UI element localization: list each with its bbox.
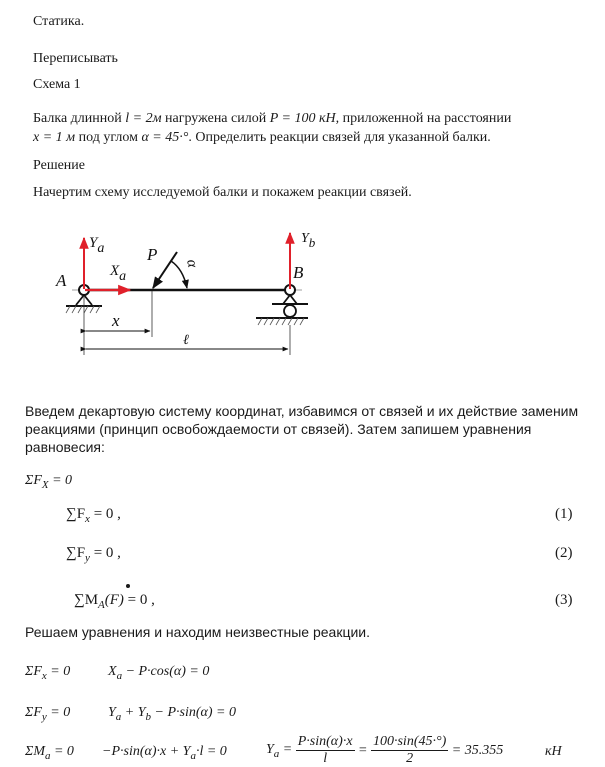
sum-symbol: ΣF xyxy=(25,705,42,720)
subscript: a xyxy=(44,750,51,762)
subscript: X xyxy=(41,479,49,491)
paragraph-line-3: равновесия: xyxy=(25,439,105,455)
result-variable: Y xyxy=(266,741,274,757)
solve-text: Решаем уравнения и находим неизвестные реакции. xyxy=(25,624,371,640)
problem-text: под углом xyxy=(75,130,142,145)
beam-diagram xyxy=(50,225,330,360)
equation-2 xyxy=(66,545,121,564)
label-yb: Yb xyxy=(301,231,316,250)
paragraph-line-2: реакциями (принцип освобождаемости от связей). Затем запишем уравнения xyxy=(25,421,532,437)
expr-part: − P·sin(α) = 0 xyxy=(151,705,236,720)
label-xa: Xa xyxy=(110,263,127,284)
problem-line-2 xyxy=(33,130,491,146)
label-l: ℓ xyxy=(183,333,189,348)
equation-rhs: = 0 , xyxy=(123,592,155,608)
equation-number-3: (3) xyxy=(555,592,573,608)
fraction-denominator: 2 xyxy=(406,751,414,766)
subscript: A xyxy=(98,599,105,611)
fraction-2 xyxy=(371,734,448,767)
subscript: a xyxy=(115,711,122,723)
solution-row-1-expr xyxy=(108,664,209,682)
expr-part: X xyxy=(108,664,117,679)
expr-part: ·l = 0 xyxy=(195,744,227,759)
problem-text: . Определить реакции связей для указанной балки. xyxy=(188,130,491,145)
expr-part: Y xyxy=(108,705,116,720)
fraction-denominator: l xyxy=(323,751,328,766)
subscript: y xyxy=(85,552,90,564)
doc-title: Статика. xyxy=(33,14,85,29)
length-expr: l = 2м xyxy=(125,111,162,126)
subscript: a xyxy=(190,750,196,762)
label-alpha: α xyxy=(183,258,201,269)
subscript: b xyxy=(145,711,152,723)
doc-subtitle: Переписывать xyxy=(33,51,118,66)
label-ya: Ya xyxy=(89,235,105,256)
result-unit: кН xyxy=(545,744,562,759)
problem-text: нагружена силой xyxy=(161,111,270,126)
equation-rhs: = 0 xyxy=(46,705,71,720)
equation-rhs: = 0 xyxy=(46,664,71,679)
equation-lhs: ∑M xyxy=(74,592,99,608)
solution-row-2-expr xyxy=(108,705,236,723)
fraction-numerator: P·sin(α)·x xyxy=(297,734,353,749)
force-expr: P = 100 кН, xyxy=(269,111,340,126)
result-value: = 35.355 xyxy=(451,742,504,758)
subscript: x xyxy=(41,670,47,682)
fraction-1 xyxy=(296,734,355,767)
equation-rhs: = 0 , xyxy=(89,506,121,522)
solution-row-2-lhs xyxy=(25,705,70,723)
equals: = xyxy=(358,742,368,758)
subscript: a xyxy=(116,670,123,682)
label-b: B xyxy=(293,263,304,282)
equation-moment-arg: (F) xyxy=(104,592,124,608)
equation-1 xyxy=(66,506,121,525)
solution-row-3-result xyxy=(266,734,503,767)
solution-row-3-expr xyxy=(102,744,227,762)
problem-text: Балка длинной xyxy=(33,111,126,126)
expr-part: + Y xyxy=(121,705,146,720)
equation-rhs: = 0 xyxy=(48,473,73,488)
sum-fx-heading xyxy=(25,473,72,491)
label-x: x xyxy=(112,311,120,330)
scheme-label: Схема 1 xyxy=(33,77,81,92)
equation-number-2: (2) xyxy=(555,545,573,561)
paragraph-line-1: Введем декартовую систему координат, избавимся от связей и их действие заменим xyxy=(25,403,579,419)
fraction-numerator: 100·sin(45·°) xyxy=(372,734,447,749)
label-p: P xyxy=(147,245,158,264)
solution-intro: Начертим схему исследуемой балки и покажем реакции связей. xyxy=(33,185,412,200)
vector-dot xyxy=(126,584,130,588)
distance-expr: x = 1 м xyxy=(33,130,76,145)
label-a: A xyxy=(56,271,67,290)
equation-rhs: = 0 , xyxy=(89,545,121,561)
subscript: a xyxy=(273,747,280,760)
equals: = xyxy=(279,741,293,757)
equation-lhs: ∑F xyxy=(66,506,86,522)
equation-3 xyxy=(74,592,155,611)
solution-heading: Решение xyxy=(33,158,86,173)
solution-row-1-lhs xyxy=(25,664,70,682)
sum-symbol: ΣF xyxy=(25,664,42,679)
problem-text: приложенной на расстоянии xyxy=(339,111,512,126)
expr-part: − P·cos(α) = 0 xyxy=(122,664,210,679)
subscript: x xyxy=(85,513,90,525)
equation-lhs: ∑F xyxy=(66,545,86,561)
sum-symbol: ΣM xyxy=(25,744,45,759)
equation-rhs: = 0 xyxy=(50,744,74,759)
solution-row-3-lhs xyxy=(25,744,74,762)
subscript: y xyxy=(41,711,47,723)
sum-symbol: ΣF xyxy=(25,473,42,488)
angle-expr: α = 45·° xyxy=(141,130,189,145)
problem-line-1 xyxy=(33,111,511,127)
expr-part: −P·sin(α)·x + Y xyxy=(102,744,191,759)
equation-number-1: (1) xyxy=(555,506,573,522)
